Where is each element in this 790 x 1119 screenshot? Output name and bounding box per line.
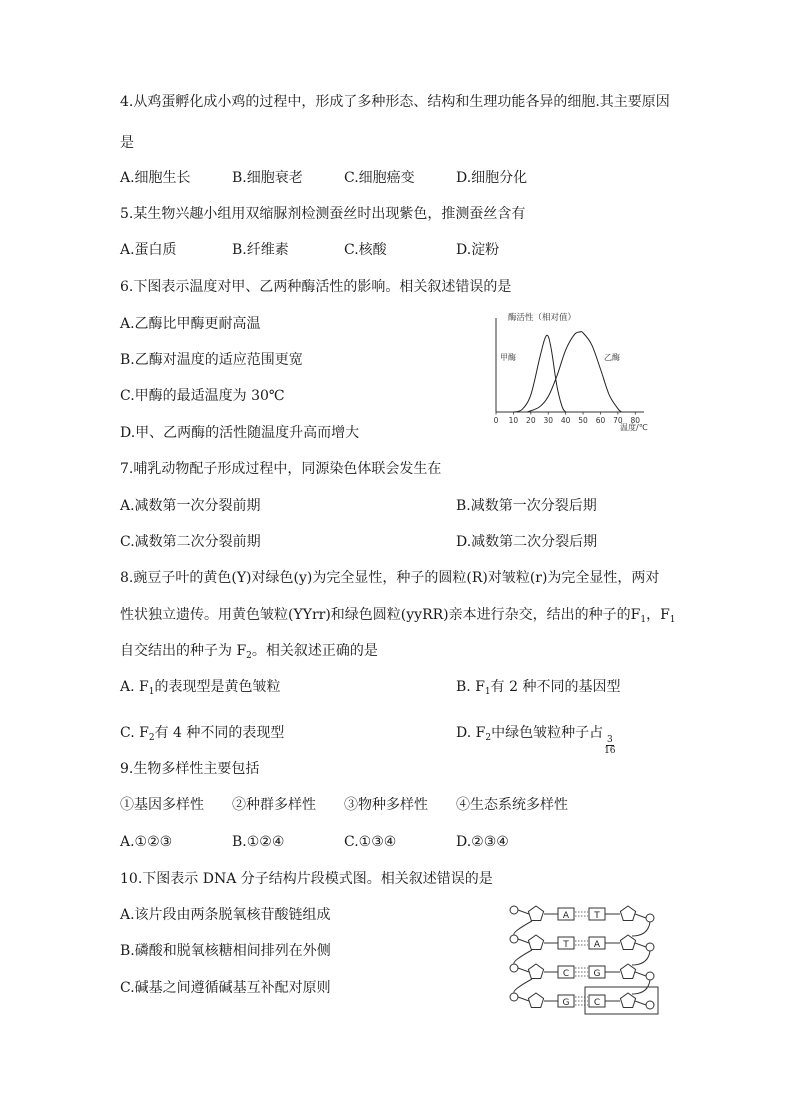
backbone-bond: [518, 997, 529, 1001]
q5-option-c: C.核酸: [344, 242, 387, 258]
q9-option-a: A.①②③: [120, 834, 173, 850]
q8-stem-line3: 自交结出的种子为 $F_2$。相关叙述正确的是: [120, 643, 378, 661]
backbone-bond: [518, 910, 529, 914]
chart-series-label-1: 甲酶: [500, 353, 516, 362]
q9-stem: 9.生物多样性主要包括: [120, 761, 260, 777]
q4-option-c: C.细胞癌变: [344, 170, 415, 186]
q6-option-d: D.甲、乙两酶的活性随温度升高而增大: [120, 425, 360, 441]
q10-option-b: B.磷酸和脱氧核糖相间排列在外侧: [120, 943, 331, 959]
q4-stem-line2: 是: [120, 135, 134, 151]
dna-structure-diagram: [504, 898, 660, 1028]
left-base-letter: A: [562, 911, 570, 921]
phosphate-circle: [646, 972, 654, 980]
q8-stem-line1: 8.豌豆子叶的黄色(Y)对绿色(y)为完全显性，种子的圆粒(R)对皱粒(r)为完全显性，两对: [120, 570, 660, 586]
deoxyribose-pentagon: [620, 935, 635, 950]
phosphate-circle: [646, 1001, 654, 1009]
q5-option-a: A.蛋白质: [120, 242, 177, 258]
phosphate-circle: [510, 993, 518, 1001]
q10-stem: 10.下图表示 DNA 分子结构片段模式图。相关叙述错误的是: [120, 871, 493, 887]
chart-x-tick-label: 40: [560, 416, 571, 425]
q9-item-4: ④生态系统多样性: [456, 797, 568, 813]
deoxyribose-pentagon: [528, 935, 543, 950]
left-base-letter: G: [562, 998, 570, 1008]
q6-option-b: B.乙酶对温度的适应范围更宽: [120, 352, 303, 368]
phosphate-circle: [646, 914, 654, 922]
q10-option-a: A.该片段由两条脱氧核苷酸链组成: [120, 907, 331, 923]
backbone-bond: [635, 914, 646, 918]
chart-x-tick-label: 30: [543, 416, 554, 425]
backbone-bond: [514, 950, 532, 964]
phosphate-circle: [510, 964, 518, 972]
q8-option-c: C. $F_2$有 4 种不同的表现型: [120, 725, 285, 743]
base-pair: [544, 937, 620, 950]
q4-option-b: B.细胞衰老: [232, 170, 303, 186]
chart-x-tick-label: 10: [508, 416, 519, 425]
q5-option-b: B.纤维素: [232, 242, 289, 258]
right-base-letter: C: [593, 998, 601, 1008]
q9-option-c: C.①③④: [344, 834, 397, 850]
phosphate-circle: [646, 943, 654, 951]
q7-stem: 7.哺乳动物配子形成过程中，同源染色体联会发生在: [120, 461, 442, 477]
dna-left-strand: [510, 906, 544, 1008]
q10-option-c: C.碱基之间遵循碱基互补配对原则: [120, 980, 331, 996]
base-pair: [544, 908, 620, 921]
deoxyribose-pentagon: [620, 964, 635, 979]
q4-option-a: A.细胞生长: [120, 170, 191, 186]
q9-item-3: ③物种多样性: [344, 797, 428, 813]
backbone-bond: [635, 943, 646, 947]
q9-item-1: ①基因多样性: [120, 797, 204, 813]
deoxyribose-pentagon: [528, 964, 543, 979]
q6-stem: 6.下图表示温度对甲、乙两种酶活性的影响。相关叙述错误的是: [120, 279, 512, 295]
chart-xlabel: 温度/℃: [620, 423, 648, 432]
q7-option-c: C.减数第二次分裂前期: [120, 534, 261, 550]
q7-option-b: B.减数第一次分裂后期: [456, 498, 597, 514]
right-base-letter: T: [594, 911, 600, 921]
backbone-bond: [514, 921, 532, 935]
q6-option-a: A.乙酶比甲酶更耐高温: [120, 316, 261, 332]
backbone-bond: [514, 979, 532, 993]
q9-option-d: D.②③④: [456, 834, 509, 850]
backbone-bond: [632, 951, 650, 965]
fraction-3-16: $\frac{3}{16}$: [604, 735, 616, 756]
q4-option-d: D.细胞分化: [456, 170, 528, 186]
chart-x-tick-label: 20: [526, 416, 536, 425]
chart-x-tick-label: 50: [578, 416, 588, 425]
q8-stem-line2: 性状独立遗传。用黄色皱粒(YYrr)和绿色圆粒(yyRR)亲本进行杂交，结出的种子的$F_1$，$F_1$: [120, 607, 676, 625]
base-pair: [544, 995, 620, 1008]
q7-option-a: A.减数第一次分裂前期: [120, 498, 261, 514]
backbone-bond: [635, 972, 646, 976]
q7-option-d: D.减数第二次分裂后期: [456, 534, 598, 550]
phosphate-circle: [510, 935, 518, 943]
left-base-letter: T: [563, 940, 569, 950]
chart-x-tick-label: 70: [613, 416, 623, 425]
chart-series-line-2: [527, 332, 621, 412]
dna-right-strand: [620, 906, 654, 1009]
right-base-letter: G: [593, 969, 601, 979]
left-base-letter: C: [562, 969, 570, 979]
chart-ylabel: 酶活性（相对值）: [508, 313, 577, 323]
right-base-letter: A: [593, 940, 601, 950]
q8-option-d: D. $F_2$中绿色皱粒种子占 $\frac{3}{16}$: [456, 725, 616, 756]
deoxyribose-pentagon: [620, 993, 635, 1008]
q6-option-c: C.甲酶的最适温度为 30℃: [120, 388, 285, 404]
q4-stem-line1: 4.从鸡蛋孵化成小鸡的过程中，形成了多种形态、结构和生理功能各异的细胞.其主要原因: [120, 94, 670, 110]
phosphate-circle: [510, 906, 518, 914]
backbone-bond: [632, 922, 650, 936]
deoxyribose-pentagon: [528, 906, 543, 921]
deoxyribose-pentagon: [620, 906, 635, 921]
q5-stem: 5.某生物兴趣小组用双缩脲剂检测蚕丝时出现紫色，推测蚕丝含有: [120, 206, 526, 222]
q9-option-b: B.①②④: [232, 834, 285, 850]
enzyme-activity-chart: [486, 308, 656, 438]
backbone-bond: [518, 939, 529, 943]
chart-x-tick-label: 0: [493, 416, 499, 425]
backbone-bond: [635, 1001, 646, 1005]
q9-item-2: ②种群多样性: [232, 797, 316, 813]
q8-option-a: A. $F_1$的表现型是黄色皱粒: [120, 679, 281, 697]
deoxyribose-pentagon: [528, 993, 543, 1008]
base-pair: [544, 966, 620, 979]
q8-option-b: B. $F_1$有 2 种不同的基因型: [456, 679, 621, 697]
chart-x-tick-label: 60: [595, 416, 606, 425]
backbone-bond: [518, 968, 529, 972]
chart-x-tick-label: 80: [630, 416, 641, 425]
q5-option-d: D.淀粉: [456, 242, 500, 258]
chart-series-label-2: 乙酶: [604, 353, 620, 362]
